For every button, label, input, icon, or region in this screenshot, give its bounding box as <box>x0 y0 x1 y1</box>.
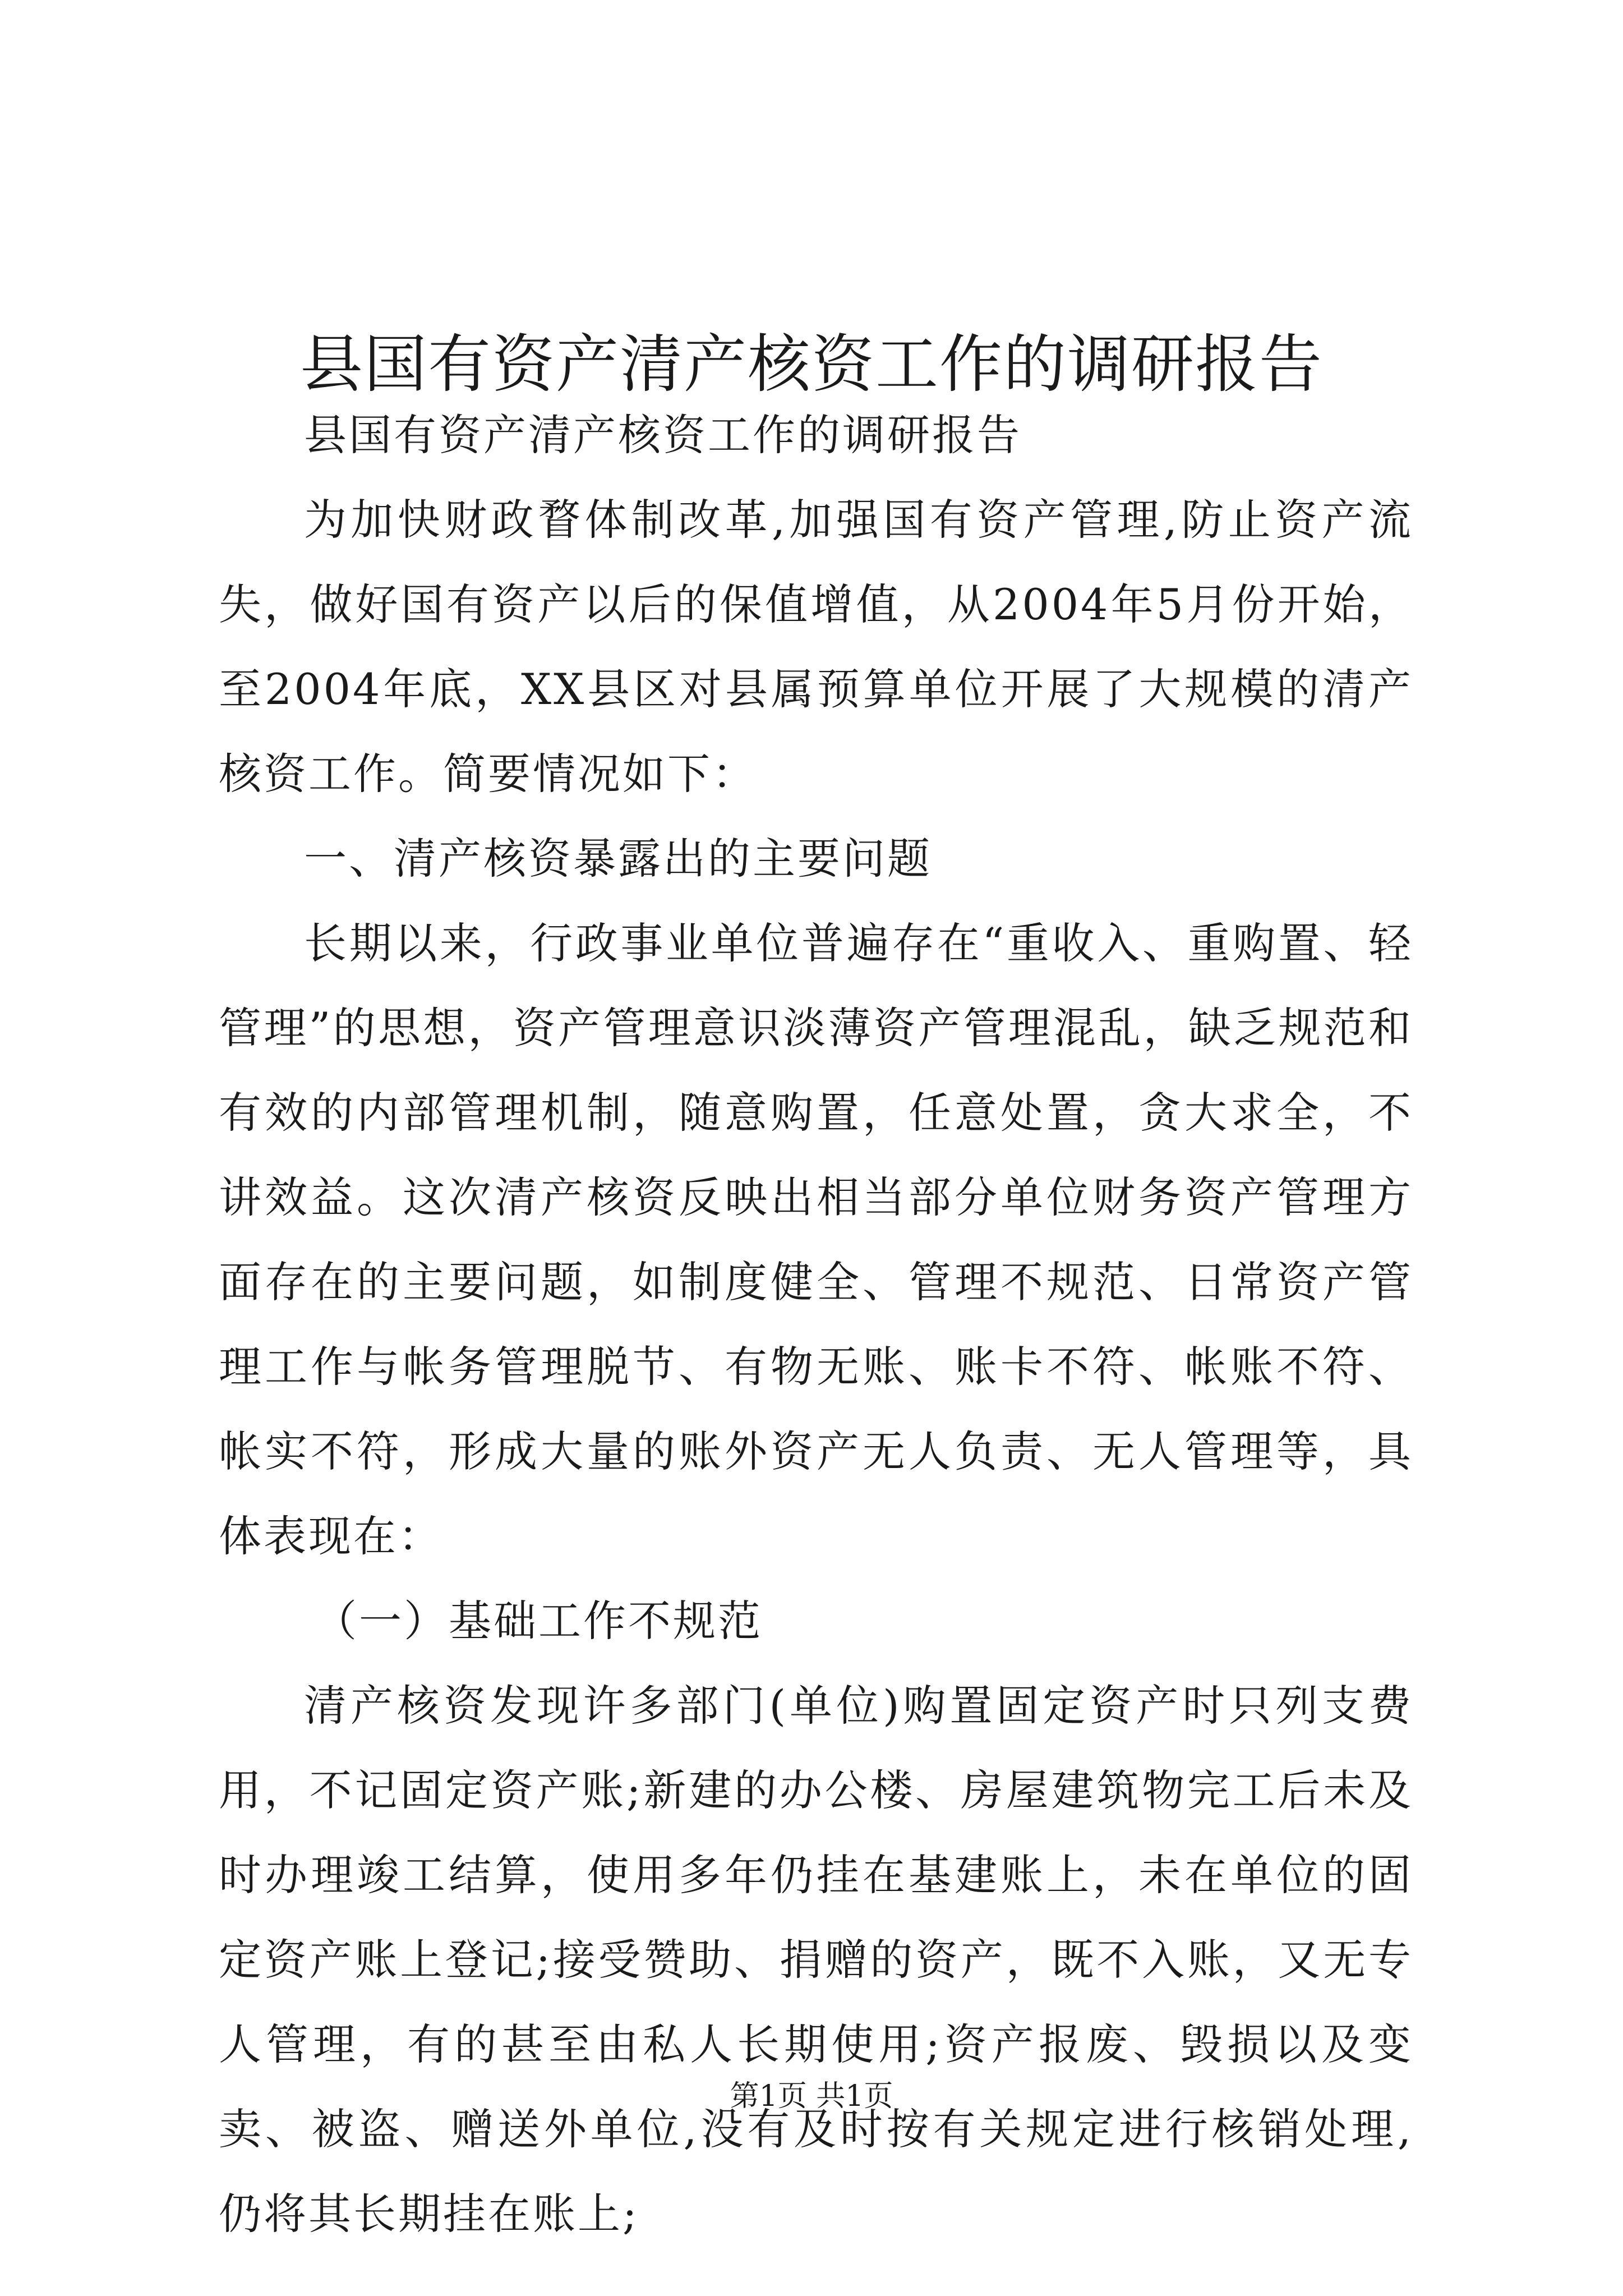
document-body <box>219 393 1413 2256</box>
paragraph-intro: 为加快财政瞀体制改革,加强国有资产管理,防止资产流失，做好国有资产以后的保值增值，从2004年5月份开始，至2004年底，XX县区对县属预算单位开展了大规模的清产核资工作。简要情况如下： <box>219 495 1413 799</box>
paragraph-basic-work: 清产核资发现许多部门(单位)购置固定资产时只列支费用，不记固定资产账;新建的办公楼、房屋建筑物完工后未及时办理竣工结算，使用多年仍挂在基建账上，未在单位的固定资产账上登记;接受赞助、捐赠的资产，既不入账，又无专人管理，有的甚至由私人长期使用;资产报废、毁损以及变卖、被盗、赠送外单位,没有及时按有关规定进行核销处理,仍将其长期挂在账上; <box>219 1681 1413 2239</box>
document-title: 县国有资产清产核资工作的调研报告 <box>300 328 1323 402</box>
page-footer: 第1页 共1页 <box>730 2079 893 2113</box>
paragraph-problems: 长期以来，行政事业单位普遍存在“重收入、重购置、轻管理”的思想，资产管理意识淡薄资产管理混乱，缺乏规范和有效的内部管理机制，随意购置，任意处置，贪大求全，不讲效益。这次清产核资反映出相当部分单位财务资产管理方面存在的主要问题，如制度健全、管理不规范、日常资产管理工作与帐务管理脱节、有物无账、账卡不符、帐账不符、帐实不符，形成大量的账外资产无人负责、无人管理等，具体表现在： <box>219 918 1413 1561</box>
paragraph-subtitle: 县国有资产清产核资工作的调研报告 <box>304 410 1022 460</box>
section-heading-1: 一、清产核资暴露出的主要问题 <box>304 834 932 884</box>
subsection-heading-1: （一）基础工作不规范 <box>314 1596 763 1646</box>
